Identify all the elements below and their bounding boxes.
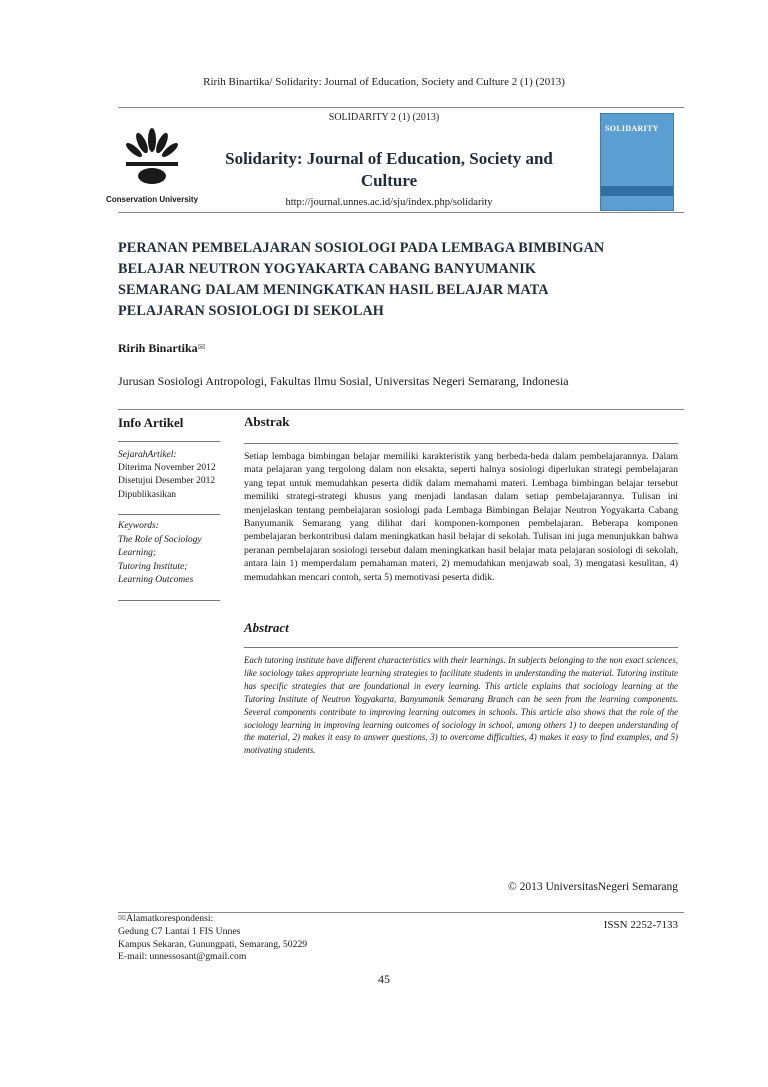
- correspondence-label: Alamatkorespondensi:: [126, 913, 214, 924]
- keyword: Learning Outcomes: [118, 574, 194, 585]
- abstrak-text: Setiap lembaga bimbingan belajar memiliki karakteristik yang berbeda-beda dalam pembelajarannya. Dalam mata pelajaran yang tergolong dalam non eksakta, seperti halnya sosiologi diperlukan strategi pembelajaran yang tepat untuk memudahkan peserta didik dalam memahami materi. Lembaga bimbingan belajar tersebut memiliki strategi-strategi khusus yang menjadi landasan dalam setiap pembelajarannya. Tulisan ini menjelaskan tentang pembelajaran sosiologi pada Lembaga Bimbingan Belajar Neutron Yogyakarta Cabang Banyumanik Semarang yang dilihat dari komponen-komponen pembelajaran. Beberapa komponen pembelajaran berkontribusi dalam meningkatkan hasil belajar di sekolah. Tulisan ini juga menunjukkan bahwa peranan pembelajaran sosiologi tersebut dalam meningkatkan hasil belajar mata pelajaran sosiologi di sekolah, antara lain 1) memperdalam pemahaman materi, 2) memudahkan menjawab soal, 3) mengatasi kesulitan, 4) memudahkan mencari contoh, serta 5) memotivasi peserta didik.: [244, 451, 678, 583]
- cover-title: SOLIDARITY: [605, 124, 659, 133]
- copyright: © 2013 UniversitasNegeri Semarang: [507, 881, 678, 893]
- title-line: SEMARANG DALAM MENINGKATKAN HASIL BELAJAR MATA: [118, 282, 549, 298]
- history-label: SejarahArtikel:: [118, 450, 177, 460]
- page-number: 45: [378, 972, 390, 986]
- affiliation: Jurusan Sosiologi Antropologi, Fakultas Ilmu Sosial, Universitas Negeri Semarang, Indonesia: [118, 374, 569, 388]
- journal-url[interactable]: http://journal.unnes.ac.id/sju/index.php/solidarity: [285, 197, 493, 208]
- keyword: Tutoring Institute;: [118, 561, 188, 572]
- title-line: BELAJAR NEUTRON YOGYAKARTA CABANG BANYUMANIK: [118, 261, 536, 277]
- envelope-icon: ✉: [197, 342, 206, 352]
- keywords-divider: [118, 600, 220, 601]
- abstrak-heading: Abstrak: [244, 414, 290, 429]
- author-name: Ririh Binartika: [118, 341, 198, 355]
- received-date: Diterima November 2012: [118, 463, 216, 474]
- accepted-date: Disetujui Desember 2012: [118, 476, 216, 487]
- abstract-heading: Abstract: [244, 620, 289, 635]
- envelope-icon: ✉: [118, 913, 127, 924]
- masthead-rule: [118, 212, 684, 213]
- keywords-block: [118, 520, 236, 587]
- info-divider: [118, 441, 220, 442]
- article-title: [118, 238, 688, 322]
- cover-band: [601, 186, 673, 196]
- issn: ISSN 2252-7133: [603, 919, 678, 931]
- running-header: Ririh Binartika/ Solidarity: Journal of Education, Society and Culture 2 (1) (2013): [203, 76, 565, 88]
- section-rule: [118, 409, 684, 410]
- published-date: Dipublikasikan: [118, 489, 177, 500]
- logo-text: Conservation University: [105, 195, 199, 204]
- title-line: PERANAN PEMBELAJARAN SOSIOLOGI PADA LEMBAGA BIMBINGAN: [118, 240, 605, 256]
- keyword: Learning;: [118, 548, 156, 559]
- history-divider: [118, 514, 220, 515]
- correspondence-line: Kampus Sekaran, Gunungpati, Semarang, 50229: [118, 938, 308, 950]
- keyword: The Role of Sociology: [118, 535, 202, 546]
- correspondence-email[interactable]: E-mail: unnessosant@gmail.com: [118, 951, 247, 963]
- article-history: [118, 449, 236, 502]
- abstract-text: Each tutoring institute have different characteristics with their learnings. In subjects belonging to the non exact sciences, like sociology takes appropriate learning strategies to facilitate students in understanding the material. Tutoring institute has specific strategies that are foundational in every learning. This article explains that sociology learning at the Tutoring Institute of Neutron Yogyakarta, Banyumanik Semarang Branch can be seen from the learning components. Several components contribute to improving learning outcomes in schools. This article also shows that the role of the sociology learning in improving learning outcomes of sociology in school, among others 1) to deepen understanding of the material, 2) makes it easy to answer questions, 3) to overcome difficulties, 4) makes it easy to find examples, and 5) motivating students.: [244, 655, 678, 756]
- correspondence: [118, 913, 307, 964]
- author-line: [118, 341, 205, 356]
- abstrak-divider: [244, 443, 678, 444]
- keywords-label: Keywords:: [118, 521, 159, 531]
- abstract-divider: [244, 647, 678, 648]
- journal-cover-thumbnail: [600, 113, 674, 211]
- university-logo: [105, 118, 199, 210]
- info-heading: Info Artikel: [118, 415, 184, 430]
- volume-label: SOLIDARITY 2 (1) (2013): [328, 112, 440, 123]
- correspondence-line: Gedung C7 Lantai 1 FIS Unnes: [118, 925, 241, 937]
- title-line: PELAJARAN SOSIOLOGI DI SEKOLAH: [118, 303, 384, 319]
- header-rule: [118, 107, 684, 108]
- journal-title: Solidarity: Journal of Education, Society and Culture: [225, 149, 553, 190]
